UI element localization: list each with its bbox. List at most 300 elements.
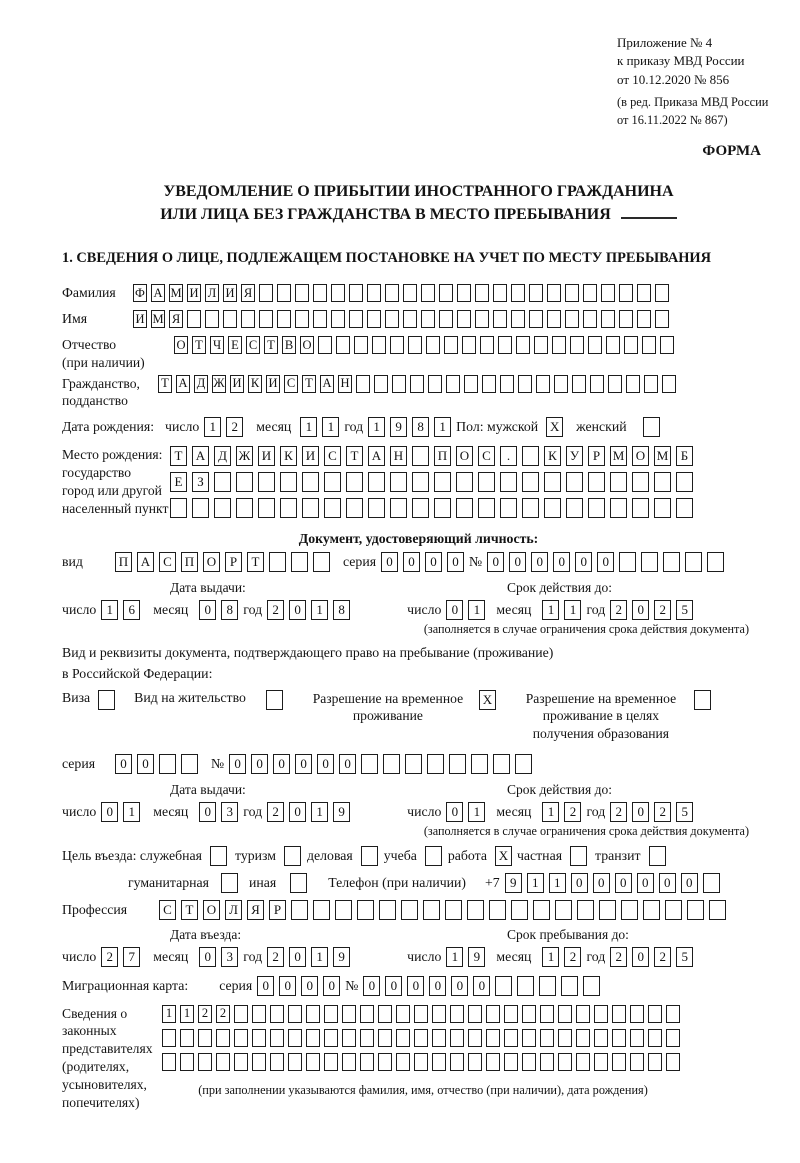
char-box[interactable]: А — [192, 446, 209, 466]
checkbox-transit[interactable] — [649, 846, 666, 866]
char-box[interactable]: 1 — [101, 600, 118, 620]
char-box[interactable] — [709, 900, 726, 920]
char-box[interactable] — [434, 472, 451, 492]
char-box[interactable]: 1 — [311, 600, 328, 620]
char-box[interactable] — [378, 1029, 392, 1047]
char-box[interactable] — [511, 900, 528, 920]
char-box[interactable]: 0 — [295, 754, 312, 774]
char-box[interactable] — [511, 284, 525, 302]
char-box[interactable] — [302, 472, 319, 492]
checkbox-male[interactable]: X — [546, 417, 563, 437]
char-box[interactable]: 0 — [447, 552, 464, 572]
char-box[interactable]: 1 — [204, 417, 221, 437]
char-box[interactable] — [529, 310, 543, 328]
char-box[interactable] — [346, 498, 363, 518]
char-box[interactable] — [336, 336, 350, 354]
char-box[interactable]: 2 — [654, 802, 671, 822]
char-box[interactable] — [234, 1029, 248, 1047]
char-box[interactable] — [493, 310, 507, 328]
char-box[interactable]: 5 — [676, 802, 693, 822]
char-box[interactable]: 0 — [451, 976, 468, 996]
char-box[interactable] — [707, 552, 724, 572]
char-box[interactable] — [467, 900, 484, 920]
char-box[interactable]: 0 — [531, 552, 548, 572]
char-box[interactable] — [522, 1029, 536, 1047]
char-box[interactable]: Ф — [133, 284, 147, 302]
char-box[interactable] — [637, 284, 651, 302]
char-box[interactable] — [561, 976, 578, 996]
char-box[interactable]: 1 — [564, 600, 581, 620]
char-box[interactable] — [610, 472, 627, 492]
char-box[interactable] — [648, 1005, 662, 1023]
char-box[interactable]: Т — [170, 446, 187, 466]
char-box[interactable] — [378, 1053, 392, 1071]
char-box[interactable] — [516, 336, 530, 354]
char-box[interactable]: В — [282, 336, 296, 354]
char-box[interactable] — [590, 375, 604, 393]
char-box[interactable] — [540, 1053, 554, 1071]
char-box[interactable] — [349, 284, 363, 302]
char-box[interactable]: О — [456, 446, 473, 466]
char-box[interactable]: 9 — [468, 947, 485, 967]
char-box[interactable]: И — [187, 284, 201, 302]
char-box[interactable]: П — [181, 552, 198, 572]
char-box[interactable] — [374, 375, 388, 393]
char-box[interactable]: М — [610, 446, 627, 466]
char-box[interactable] — [360, 1029, 374, 1047]
char-box[interactable] — [642, 336, 656, 354]
char-box[interactable]: С — [159, 900, 176, 920]
char-box[interactable] — [313, 552, 330, 572]
char-box[interactable] — [577, 900, 594, 920]
char-box[interactable] — [666, 1053, 680, 1071]
char-box[interactable] — [313, 310, 327, 328]
char-box[interactable] — [324, 1053, 338, 1071]
char-box[interactable] — [588, 336, 602, 354]
char-box[interactable] — [427, 754, 444, 774]
char-box[interactable]: И — [302, 446, 319, 466]
char-box[interactable] — [198, 1053, 212, 1071]
char-box[interactable]: 0 — [632, 600, 649, 620]
char-box[interactable]: И — [223, 284, 237, 302]
checkbox-other-purpose[interactable] — [290, 873, 307, 893]
char-box[interactable] — [540, 1005, 554, 1023]
char-box[interactable] — [367, 284, 381, 302]
char-box[interactable]: И — [230, 375, 244, 393]
char-box[interactable] — [432, 1029, 446, 1047]
char-box[interactable] — [566, 472, 583, 492]
char-box[interactable]: А — [176, 375, 190, 393]
char-box[interactable] — [439, 284, 453, 302]
char-box[interactable] — [624, 336, 638, 354]
char-box[interactable]: О — [300, 336, 314, 354]
char-box[interactable] — [558, 1053, 572, 1071]
char-box[interactable] — [486, 1053, 500, 1071]
char-box[interactable]: Ж — [236, 446, 253, 466]
char-box[interactable]: 3 — [221, 947, 238, 967]
char-box[interactable]: 9 — [505, 873, 522, 893]
char-box[interactable] — [685, 552, 702, 572]
char-box[interactable]: Р — [269, 900, 286, 920]
char-box[interactable]: Т — [158, 375, 172, 393]
char-box[interactable]: И — [266, 375, 280, 393]
char-box[interactable] — [216, 1053, 230, 1071]
char-box[interactable]: О — [632, 446, 649, 466]
char-box[interactable]: С — [284, 375, 298, 393]
char-box[interactable] — [515, 754, 532, 774]
checkbox-tourism[interactable] — [284, 846, 301, 866]
char-box[interactable]: О — [203, 900, 220, 920]
char-box[interactable]: 0 — [593, 873, 610, 893]
char-box[interactable]: 1 — [542, 947, 559, 967]
char-box[interactable]: 0 — [257, 976, 274, 996]
char-box[interactable] — [180, 1029, 194, 1047]
char-box[interactable] — [295, 284, 309, 302]
char-box[interactable] — [606, 336, 620, 354]
char-box[interactable]: 2 — [267, 600, 284, 620]
char-box[interactable] — [583, 976, 600, 996]
char-box[interactable] — [493, 284, 507, 302]
char-box[interactable] — [385, 310, 399, 328]
char-box[interactable]: Д — [194, 375, 208, 393]
checkbox-temp-residence[interactable]: X — [479, 690, 496, 710]
char-box[interactable] — [259, 310, 273, 328]
char-box[interactable] — [450, 1053, 464, 1071]
char-box[interactable]: 0 — [273, 754, 290, 774]
char-box[interactable]: Д — [214, 446, 231, 466]
char-box[interactable] — [236, 472, 253, 492]
char-box[interactable] — [666, 1005, 680, 1023]
char-box[interactable]: 1 — [368, 417, 385, 437]
char-box[interactable]: 5 — [676, 947, 693, 967]
char-box[interactable]: Я — [169, 310, 183, 328]
char-box[interactable]: З — [192, 472, 209, 492]
char-box[interactable] — [552, 336, 566, 354]
char-box[interactable] — [277, 310, 291, 328]
char-box[interactable] — [480, 336, 494, 354]
char-box[interactable] — [666, 1029, 680, 1047]
char-box[interactable] — [464, 375, 478, 393]
char-box[interactable]: 0 — [317, 754, 334, 774]
char-box[interactable] — [619, 284, 633, 302]
char-box[interactable] — [489, 900, 506, 920]
char-box[interactable]: 0 — [251, 754, 268, 774]
char-box[interactable]: 0 — [553, 552, 570, 572]
char-box[interactable] — [504, 1053, 518, 1071]
char-box[interactable] — [187, 310, 201, 328]
char-box[interactable] — [630, 1053, 644, 1071]
char-box[interactable] — [518, 375, 532, 393]
char-box[interactable] — [324, 1029, 338, 1047]
char-box[interactable]: Т — [346, 446, 363, 466]
char-box[interactable]: 6 — [123, 600, 140, 620]
char-box[interactable] — [558, 1005, 572, 1023]
char-box[interactable]: И — [133, 310, 147, 328]
char-box[interactable] — [356, 375, 370, 393]
char-box[interactable] — [632, 498, 649, 518]
char-box[interactable] — [540, 1029, 554, 1047]
char-box[interactable] — [594, 1029, 608, 1047]
char-box[interactable] — [258, 472, 275, 492]
char-box[interactable]: 0 — [363, 976, 380, 996]
char-box[interactable] — [324, 498, 341, 518]
char-box[interactable]: 1 — [162, 1005, 176, 1023]
char-box[interactable] — [428, 375, 442, 393]
char-box[interactable] — [565, 284, 579, 302]
char-box[interactable] — [500, 498, 517, 518]
char-box[interactable] — [280, 472, 297, 492]
char-box[interactable]: О — [203, 552, 220, 572]
char-box[interactable] — [570, 336, 584, 354]
char-box[interactable] — [354, 336, 368, 354]
char-box[interactable]: К — [248, 375, 262, 393]
char-box[interactable] — [434, 498, 451, 518]
char-box[interactable] — [269, 552, 286, 572]
char-box[interactable] — [687, 900, 704, 920]
char-box[interactable] — [676, 498, 693, 518]
char-box[interactable] — [372, 336, 386, 354]
char-box[interactable]: 0 — [403, 552, 420, 572]
char-box[interactable] — [665, 900, 682, 920]
char-box[interactable] — [641, 552, 658, 572]
char-box[interactable] — [630, 1005, 644, 1023]
char-box[interactable] — [583, 310, 597, 328]
char-box[interactable]: 0 — [473, 976, 490, 996]
char-box[interactable] — [500, 472, 517, 492]
char-box[interactable] — [482, 375, 496, 393]
char-box[interactable] — [648, 1029, 662, 1047]
char-box[interactable] — [445, 900, 462, 920]
char-box[interactable]: . — [500, 446, 517, 466]
char-box[interactable] — [324, 1005, 338, 1023]
char-box[interactable] — [368, 498, 385, 518]
char-box[interactable] — [270, 1005, 284, 1023]
char-box[interactable] — [493, 754, 510, 774]
char-box[interactable] — [295, 310, 309, 328]
char-box[interactable]: 0 — [323, 976, 340, 996]
char-box[interactable] — [608, 375, 622, 393]
char-box[interactable]: 1 — [322, 417, 339, 437]
char-box[interactable]: 0 — [681, 873, 698, 893]
char-box[interactable]: Ж — [212, 375, 226, 393]
char-box[interactable] — [392, 375, 406, 393]
char-box[interactable] — [676, 472, 693, 492]
char-box[interactable] — [378, 1005, 392, 1023]
char-box[interactable] — [612, 1053, 626, 1071]
char-box[interactable] — [522, 498, 539, 518]
char-box[interactable] — [594, 1005, 608, 1023]
char-box[interactable]: 2 — [654, 600, 671, 620]
char-box[interactable] — [621, 900, 638, 920]
char-box[interactable] — [390, 336, 404, 354]
char-box[interactable] — [654, 498, 671, 518]
char-box[interactable] — [390, 472, 407, 492]
char-box[interactable] — [396, 1053, 410, 1071]
char-box[interactable] — [583, 284, 597, 302]
char-box[interactable] — [456, 498, 473, 518]
char-box[interactable]: Л — [205, 284, 219, 302]
char-box[interactable] — [475, 284, 489, 302]
char-box[interactable]: 2 — [198, 1005, 212, 1023]
char-box[interactable]: 1 — [434, 417, 451, 437]
char-box[interactable]: 0 — [137, 754, 154, 774]
char-box[interactable] — [643, 900, 660, 920]
char-box[interactable]: 0 — [632, 947, 649, 967]
char-box[interactable] — [390, 498, 407, 518]
char-box[interactable] — [511, 310, 525, 328]
char-box[interactable]: 0 — [487, 552, 504, 572]
char-box[interactable] — [280, 498, 297, 518]
char-box[interactable] — [223, 310, 237, 328]
char-box[interactable] — [539, 976, 556, 996]
char-box[interactable]: 0 — [279, 976, 296, 996]
char-box[interactable] — [403, 284, 417, 302]
char-box[interactable]: П — [115, 552, 132, 572]
char-box[interactable]: 2 — [101, 947, 118, 967]
char-box[interactable] — [241, 310, 255, 328]
char-box[interactable] — [214, 472, 231, 492]
char-box[interactable] — [396, 1029, 410, 1047]
char-box[interactable] — [361, 754, 378, 774]
char-box[interactable] — [170, 498, 187, 518]
char-box[interactable]: С — [159, 552, 176, 572]
char-box[interactable]: Т — [264, 336, 278, 354]
checkbox-residence-permit[interactable] — [266, 690, 283, 710]
char-box[interactable]: 2 — [610, 600, 627, 620]
char-box[interactable] — [270, 1029, 284, 1047]
char-box[interactable] — [421, 284, 435, 302]
char-box[interactable] — [236, 498, 253, 518]
char-box[interactable] — [360, 1053, 374, 1071]
char-box[interactable]: 2 — [610, 802, 627, 822]
char-box[interactable]: А — [368, 446, 385, 466]
char-box[interactable]: 0 — [429, 976, 446, 996]
char-box[interactable] — [368, 472, 385, 492]
char-box[interactable] — [313, 284, 327, 302]
char-box[interactable] — [468, 1005, 482, 1023]
char-box[interactable]: Ч — [210, 336, 224, 354]
char-box[interactable]: Т — [181, 900, 198, 920]
char-box[interactable]: 0 — [615, 873, 632, 893]
char-box[interactable]: 5 — [676, 600, 693, 620]
char-box[interactable] — [468, 1029, 482, 1047]
char-box[interactable] — [619, 310, 633, 328]
char-box[interactable]: 0 — [509, 552, 526, 572]
char-box[interactable] — [342, 1053, 356, 1071]
char-box[interactable] — [342, 1029, 356, 1047]
char-box[interactable] — [566, 498, 583, 518]
char-box[interactable] — [449, 754, 466, 774]
char-box[interactable] — [426, 336, 440, 354]
char-box[interactable] — [462, 336, 476, 354]
char-box[interactable] — [306, 1053, 320, 1071]
char-box[interactable] — [478, 498, 495, 518]
checkbox-visa[interactable] — [98, 690, 115, 710]
char-box[interactable] — [547, 284, 561, 302]
char-box[interactable]: 2 — [267, 802, 284, 822]
char-box[interactable]: А — [320, 375, 334, 393]
char-box[interactable]: Т — [247, 552, 264, 572]
char-box[interactable]: Б — [676, 446, 693, 466]
char-box[interactable] — [450, 1029, 464, 1047]
char-box[interactable] — [214, 498, 231, 518]
char-box[interactable] — [259, 284, 273, 302]
char-box[interactable] — [159, 754, 176, 774]
char-box[interactable]: 0 — [289, 802, 306, 822]
char-box[interactable]: 0 — [659, 873, 676, 893]
char-box[interactable] — [594, 1053, 608, 1071]
char-box[interactable] — [610, 498, 627, 518]
char-box[interactable]: 0 — [289, 600, 306, 620]
char-box[interactable]: К — [280, 446, 297, 466]
char-box[interactable]: 1 — [311, 947, 328, 967]
char-box[interactable]: 0 — [339, 754, 356, 774]
char-box[interactable]: 0 — [597, 552, 614, 572]
char-box[interactable] — [367, 310, 381, 328]
char-box[interactable] — [313, 900, 330, 920]
char-box[interactable]: 8 — [412, 417, 429, 437]
char-box[interactable] — [637, 310, 651, 328]
char-box[interactable] — [403, 310, 417, 328]
char-box[interactable] — [529, 284, 543, 302]
char-box[interactable] — [533, 900, 550, 920]
char-box[interactable] — [414, 1005, 428, 1023]
checkbox-study[interactable] — [425, 846, 442, 866]
char-box[interactable]: 2 — [226, 417, 243, 437]
char-box[interactable] — [522, 472, 539, 492]
char-box[interactable] — [498, 336, 512, 354]
char-box[interactable] — [306, 1029, 320, 1047]
char-box[interactable] — [412, 446, 429, 466]
char-box[interactable]: Т — [302, 375, 316, 393]
char-box[interactable]: 0 — [575, 552, 592, 572]
char-box[interactable] — [408, 336, 422, 354]
checkbox-female[interactable] — [643, 417, 660, 437]
char-box[interactable]: 2 — [216, 1005, 230, 1023]
char-box[interactable] — [612, 1005, 626, 1023]
char-box[interactable] — [288, 1053, 302, 1071]
char-box[interactable]: 1 — [542, 802, 559, 822]
char-box[interactable]: 0 — [637, 873, 654, 893]
char-box[interactable] — [471, 754, 488, 774]
char-box[interactable]: 0 — [446, 802, 463, 822]
char-box[interactable] — [576, 1029, 590, 1047]
char-box[interactable]: Я — [247, 900, 264, 920]
char-box[interactable] — [216, 1029, 230, 1047]
char-box[interactable] — [536, 375, 550, 393]
char-box[interactable] — [457, 284, 471, 302]
char-box[interactable] — [572, 375, 586, 393]
char-box[interactable] — [522, 446, 539, 466]
char-box[interactable] — [544, 472, 561, 492]
char-box[interactable] — [475, 310, 489, 328]
char-box[interactable] — [205, 310, 219, 328]
char-box[interactable] — [234, 1053, 248, 1071]
char-box[interactable]: А — [137, 552, 154, 572]
char-box[interactable] — [558, 1029, 572, 1047]
char-box[interactable]: 2 — [610, 947, 627, 967]
char-box[interactable] — [349, 310, 363, 328]
checkbox-business[interactable] — [361, 846, 378, 866]
char-box[interactable] — [547, 310, 561, 328]
char-box[interactable]: 1 — [468, 600, 485, 620]
char-box[interactable]: С — [324, 446, 341, 466]
char-box[interactable]: 2 — [654, 947, 671, 967]
char-box[interactable] — [162, 1053, 176, 1071]
char-box[interactable]: 0 — [199, 802, 216, 822]
char-box[interactable] — [630, 1029, 644, 1047]
char-box[interactable] — [288, 1029, 302, 1047]
